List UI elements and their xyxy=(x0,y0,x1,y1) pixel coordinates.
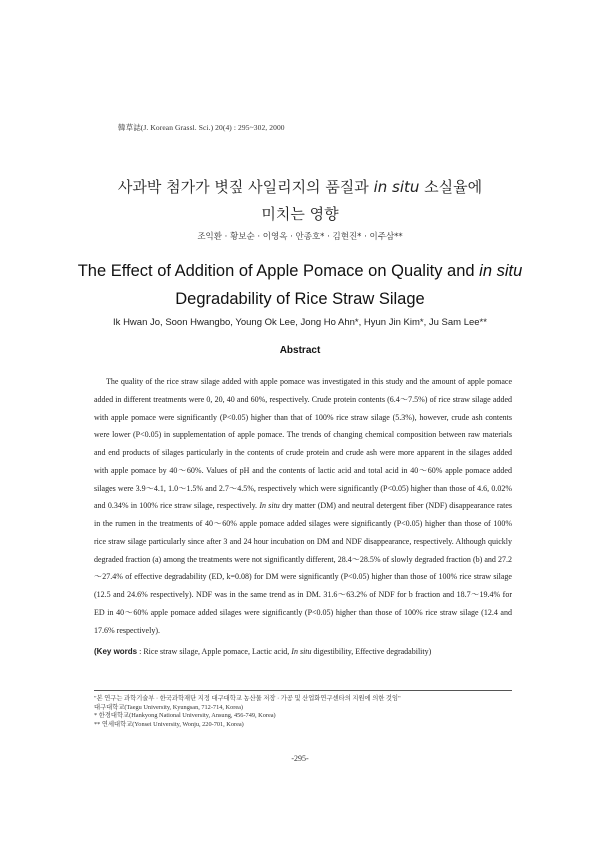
abstract-body xyxy=(94,373,512,639)
footnote-divider xyxy=(94,690,512,691)
english-authors: Ik Hwan Jo, Soon Hwangbo, Young Ok Lee, Jong Ho Ahn*, Hyun Jin Kim*, Ju Sam Lee** xyxy=(113,317,487,328)
korean-title-line-1: 사과박 첨가가 볏짚 사일리지의 품질과 in situ 소실율에 xyxy=(117,178,483,196)
journal-reference: 韓草誌(J. Korean Grassl. Sci.) 20(4) : 295~302, 2000 xyxy=(118,123,285,132)
korean-authors: 조익환 · 황보순 · 이영옥 · 안종호* · 김현진* · 이주삼** xyxy=(197,232,403,242)
english-title-line-2: Degradability of Rice Straw Silage xyxy=(175,290,425,308)
abstract-paragraph: The quality of the rice straw silage added with apple pomace was investigated in this study and the amount of apple pomace added in different treatments were 0, 20, 40 and 60%, respectively. Crude protein contents (6.4～7.5%) of rice straw silage added with apple pomace were significantly (P<0.05) higher than that of 100% rice straw silage (5.3%), however, crude ash contents were lower (P<0.05) in supplementation of apple pomace. The trends of changing chemical composition between raw materials and end products of silages particularly in the contents of crude protein and crude ash were more apparent in the silages added with apple pomace by 40～60%. Values of pH and the contents of lactic acid and total acid in 40～60% apple pomace added silages were 3.9～4.1, 1.0～1.5% and 2.7～4.5%, respectively which were significantly (P<0.05) higher than those of 4.6, 0.02% and 0.34% in 100% rice straw silage, respectively. In situ dry matter (DM) and neutral detergent fiber (NDF) disappearance rates in the rumen in the treatments of 40～60% apple pomace added silages were significantly (P<0.05) higher than those of 100% rice straw silage particularly since after 3 and 24 hour incubation on DM and NDF disappearance, respectively. Although quickly degraded fraction (a) among the treatments were not significantly different, 28.4～28.5% of slowly degraded fraction (b) and 27.2～27.4% of effective degradability (ED, k=0.08) for DM were significantly (P<0.05) higher than those of 100% rice straw silage (12.5 and 24.6% respectively). NDF was in the same trend as in DM. 31.6～63.2% of NDF for b fraction and 18.7～19.4% for ED in 40～60% apple pomace added silages were significantly (P<0.05) higher than those of 100% rice straw silage (12.4 and 17.6% respectively). xyxy=(94,377,512,635)
footnote-affiliation: 대구대학교(Taegu University, Kyungsan, 712-714, Korea) xyxy=(94,703,243,711)
footnote-affiliation: ** 연세대학교(Yonsei University, Wonju, 220-701, Korea) xyxy=(94,721,244,729)
korean-title-line-2: 미치는 영향 xyxy=(261,205,339,223)
english-title-line-1: The Effect of Addition of Apple Pomace on Quality and in situ xyxy=(77,262,523,280)
footnote-funding: "본 연구는 과학기술부 · 한국과학재단 지정 대구대학교 농산물 저장 · 가공 및 산업화연구센타의 지원에 의한 것임" xyxy=(94,695,401,702)
footnote-affiliation: * 한경대학교(Hankyong National University, Ansung, 456-749, Korea) xyxy=(94,712,276,720)
footnotes xyxy=(94,695,524,730)
abstract-heading: Abstract xyxy=(279,345,321,356)
page-number: -295- xyxy=(291,754,309,763)
keywords: (Key words : Rice straw silage, Apple pomace, Lactic acid, In situ digestibility, Effective degradability) xyxy=(94,647,432,656)
